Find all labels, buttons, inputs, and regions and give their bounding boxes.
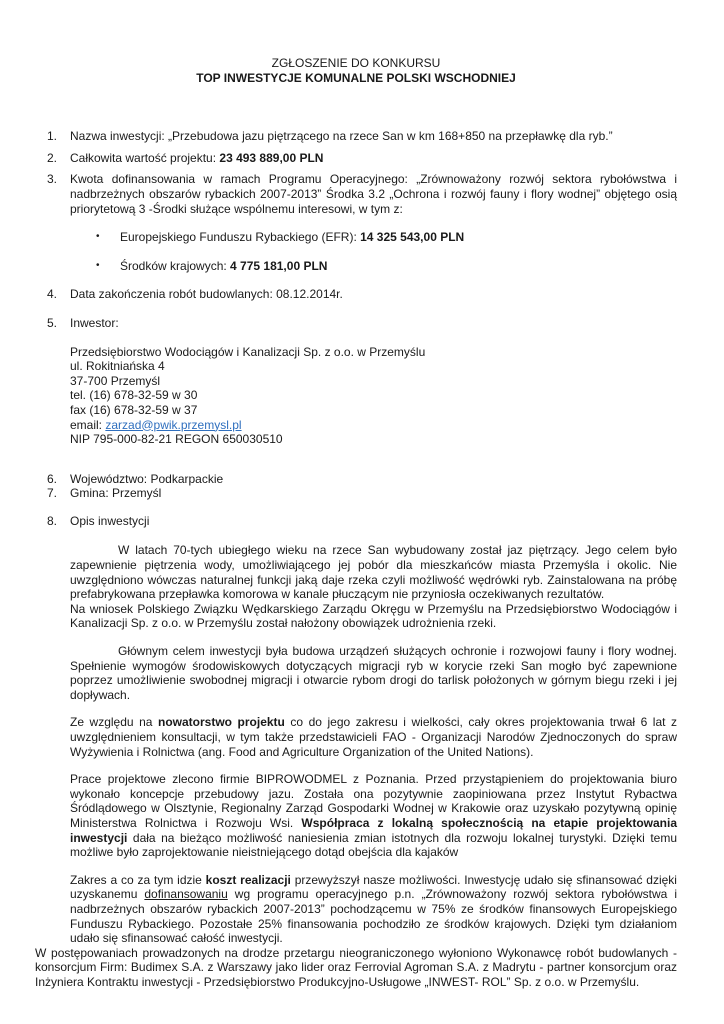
efr-label: Europejskiego Funduszu Rybackiego (EFR):	[120, 230, 361, 245]
project-value-label: Całkowita wartość projektu:	[70, 150, 220, 165]
funding-bullets	[70, 230, 677, 273]
description-paragraph-3	[70, 715, 677, 759]
item-number: 6.	[47, 471, 58, 486]
item-number: 8.	[47, 513, 58, 528]
list-item-3	[35, 172, 677, 287]
item-number: 2.	[47, 150, 58, 165]
investor-nip-regon: NIP 795-000-82-21 REGON 650030510	[70, 432, 283, 447]
investor-address-block	[70, 345, 677, 447]
list-item-8	[35, 514, 677, 946]
item-number: 4.	[47, 287, 58, 302]
commune-text: Gmina: Przemyśl	[70, 486, 162, 501]
investment-description	[70, 543, 677, 945]
investor-company: Przedsiębiorstwo Wodociągów i Kanalizacji Sp. z o.o. w Przemyślu	[70, 344, 426, 359]
para3-post: co do jego zakresu i wielkości, cały okres projektowania trwał 6 lat z uwzględnieniem konsultacji, w tym także przedstawicieli FAO - Organizacji Narodów Zjednoczonych do spraw Wyżywienia i Rolnictwa (ang. Food and Agriculture Organization of the United Nations).	[70, 715, 677, 759]
investor-city: 37-700 Przemyśl	[70, 373, 161, 388]
description-paragraph-1-continued: Na wniosek Polskiego Związku Wędkarskiego Zarządu Okręgu w Przemyślu na Przedsiębiorstwo Wodociągów i Kanalizacji Sp. z o.o. w Przemyślu został nałożony obowiązek udrożnienia rzeki.	[70, 601, 677, 631]
description-paragraph-1: W latach 70-tych ubiegłego wieku na rzece San wybudowany został jaz piętrzący. Jego celem było zapewnienie piętrzenia wody, umożliwiającego jej pobór dla mieszkańców miasta Przemyśla i okolic. Nie uwzględniono wówczas naturalnej funkcji jaką daje rzeka czyli możliwość wędrówki ryb. Zainstalowana na próbę prefabrykowana przepławka komorowa w kanale płuczącym nie przyniosła oczekiwanych rezultatów.	[70, 543, 677, 602]
national-funds-line	[120, 259, 327, 274]
national-funds-label: Środków krajowych:	[120, 258, 231, 273]
email-label: email:	[70, 417, 106, 432]
investor-email-line	[70, 418, 677, 433]
para5-underlined: dofinansowaniu	[144, 887, 228, 902]
para3-bold: nowatorstwo projektu	[158, 715, 285, 730]
bullet-icon: •	[96, 231, 100, 243]
investor-label: Inwestor:	[70, 315, 119, 330]
doc-title-line1: ZGŁOSZENIE DO KONKURSU	[271, 56, 441, 70]
para4-pre: Prace projektowe zlecono firmie BIPROWODMEL z Poznania. Przed przystąpieniem do projektowania biuro wykonało koncepcje przebudowy jazu. Została ona pozytywnie zaopiniowana przez Instytut Rybactwa Śródlądowego w Olsztynie, Regionalny Zarząd Gospodarki Wodnej w Krakowie oraz uzyskało pozytywną opinię Ministerstwa Rolnictwa i Rozwoju Wsi.	[70, 772, 677, 830]
list-item-6	[35, 472, 677, 487]
para3-pre: Ze względu na	[70, 715, 158, 730]
national-funds-amount: 4 775 181,00 PLN	[230, 258, 328, 273]
para5-seg2: przewyższył nasze możliwości. Inwestycję udało się sfinansować dzięki uzyskanemu	[70, 872, 677, 902]
description-paragraph-6: W postępowaniach prowadzonych na drodze przetargu nieograniczonego wyłoniono Wykonawcę robót budowlanych - konsorcjum Firm: Budimex S.A. z Warszawy jako lider oraz Ferrovial Agroman S.A. z Madrytu - partner konsorcjum oraz Inżyniera Kontraktu inwestycji - Przedsiębiorstwo Produkcyjno-Usługowe „INWEST- ROL” Sp. z o.o. w Przemyślu.	[35, 945, 677, 989]
para5-seg1: Zakres a co za tym idzie	[70, 872, 206, 887]
list-item-4	[35, 287, 677, 302]
description-heading: Opis inwestycji	[70, 513, 150, 528]
efr-bullet	[70, 230, 677, 245]
doc-title-line2: TOP INWESTYCJE KOMUNALNE POLSKI WSCHODNIEJ	[196, 70, 516, 85]
description-paragraph-4	[70, 772, 677, 860]
efr-amount: 14 325 543,00 PLN	[360, 230, 465, 245]
item-number: 7.	[47, 486, 58, 501]
completion-date-text: Data zakończenia robót budowlanych: 08.12.2014r.	[70, 287, 343, 302]
para4-post: dała na bieżąco możliwość naniesienia zmian istotnych dla rozwoju lokalnej turystyki. Dzięki temu możliwe było zaprojektowanie nieistniejącego dotąd obejścia dla kajaków	[70, 830, 677, 860]
list-item-2	[35, 151, 677, 166]
investor-street: ul. Rokitniańska 4	[70, 359, 165, 374]
funding-programme-text: Kwota dofinansowania w ramach Programu Operacyjnego: „Zrównoważony rozwój sektora rybołówstwa i nadbrzeżnych obszarów rybackich 2007-2013” Środka 3.2 „Ochrona i rozwój fauny i flory wodnej” objętego osią priorytetową 3 -Środki służące wspólnemu interesowi, w tym z:	[70, 172, 677, 216]
item-number: 1.	[47, 129, 58, 144]
item-number: 3.	[47, 172, 58, 187]
doc-header	[35, 56, 677, 85]
list-item-7	[35, 486, 677, 501]
bullet-icon: •	[96, 259, 100, 271]
national-funds-bullet	[70, 259, 677, 274]
description-paragraph-2: Głównym celem inwestycji była budowa urządzeń służących ochronie i rozwojowi fauny i flory wodnej. Spełnienie wymogów środowiskowych dotyczących migracji ryb w korycie rzeki San mogło być zapewnione poprzez umożliwienie swobodnej migracji i otwarcie rybom drogi do tarlisk położonych w górnym biegu rzeki i jej dopływach.	[70, 644, 677, 702]
list-item-5	[35, 316, 677, 472]
efr-bullet-line	[120, 230, 464, 245]
description-paragraph-5	[70, 873, 677, 946]
para4-bold: Współpraca z lokalną społecznością na etapie projektowania inwestycji	[70, 815, 677, 845]
investment-name-text: Nazwa inwestycji: „Przebudowa jazu piętrzącego na rzece San w km 168+850 na przepławkę dla ryb.”	[70, 129, 613, 144]
email-link[interactable]: zarzad@pwik.przemysl.pl	[105, 417, 242, 432]
voivodeship-text: Województwo: Podkarpackie	[70, 471, 224, 486]
item-number: 5.	[47, 315, 58, 330]
investor-fax: fax (16) 678-32-59 w 37	[70, 402, 198, 417]
project-value-line	[70, 151, 677, 166]
project-value-amount: 23 493 889,00 PLN	[219, 150, 324, 165]
para5-seg3: wg programu operacyjnego p.n. „Zrównoważony rozwój sektora rybołówstwa i nadbrzeżnych obszarów rybackich 2007-2013” pochodzącemu w 75% ze środków finansowych Europejskiego Funduszu Rybackiego. Pozostałe 25% finansowania pochodziło ze środków krajowych. Dzięki tym działaniom udało się sfinansować całość inwestycji.	[70, 887, 677, 946]
para5-bold: koszt realizacji	[205, 872, 291, 887]
investor-phone: tel. (16) 678-32-59 w 30	[70, 388, 198, 403]
list-item-1	[35, 129, 677, 144]
